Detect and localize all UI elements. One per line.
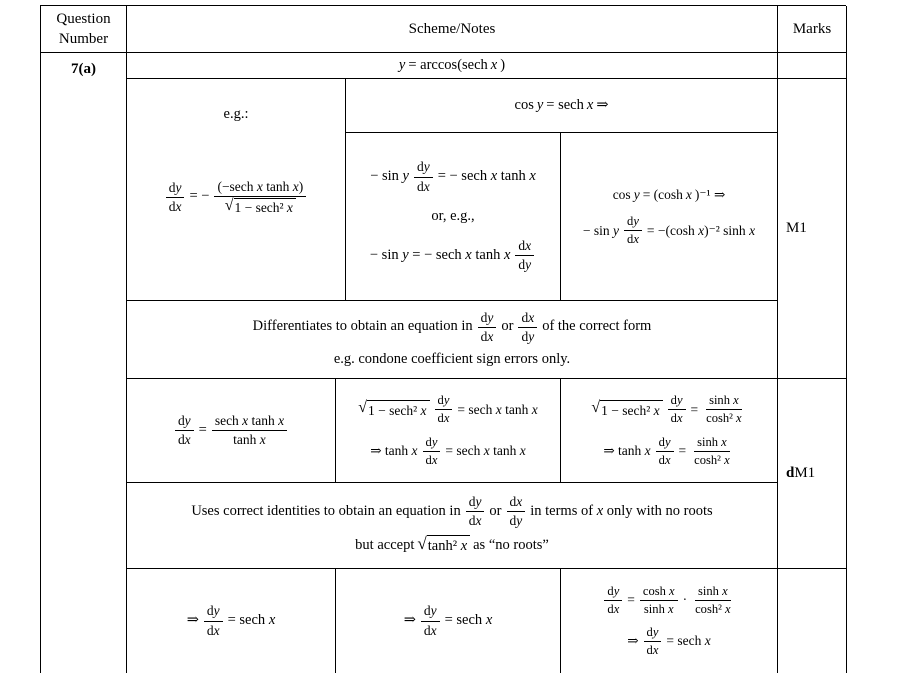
fraction-denominator: cosh² x bbox=[706, 411, 742, 426]
fraction-dx-dy bbox=[507, 494, 526, 529]
fraction-numerator: dy bbox=[166, 180, 185, 198]
fraction-sinh-over-cosh2 bbox=[692, 584, 733, 617]
equals-sech-x: = sech x bbox=[227, 612, 276, 629]
fraction-numerator: dy bbox=[668, 393, 686, 410]
m1-topright-cell bbox=[346, 79, 778, 133]
dm1-middle-line2 bbox=[370, 435, 526, 468]
dm1-middle-line1 bbox=[358, 393, 538, 426]
fraction-denominator: dy bbox=[521, 328, 535, 344]
note-text-post: in terms of x only with no roots bbox=[530, 502, 713, 519]
fraction-dy-dx bbox=[414, 159, 433, 194]
fraction-numerator: dx bbox=[507, 494, 526, 512]
equals-sign: = bbox=[627, 592, 635, 608]
equation-arccos-sech: y = arccos(sech x ) bbox=[398, 56, 506, 73]
question-number-cell bbox=[41, 53, 127, 673]
dm1-right-cell bbox=[561, 379, 778, 483]
final-left-result bbox=[187, 603, 276, 638]
rhs-cosh-sinh: = −(cosh x)⁻² sinh x bbox=[646, 222, 756, 238]
final-left-cell bbox=[127, 569, 336, 673]
fraction-denominator: dx bbox=[416, 178, 430, 194]
final-right-work bbox=[602, 584, 735, 658]
fraction-denominator: dx bbox=[480, 328, 494, 344]
radicand: 1 − sech² x bbox=[367, 400, 430, 420]
fraction-denominator: dx bbox=[168, 198, 182, 214]
fraction-numerator: dy bbox=[644, 625, 662, 642]
m1-right-line2 bbox=[583, 214, 755, 247]
m1-note-line2: e.g. condone coefficient sign errors only. bbox=[333, 350, 571, 367]
dm1-right-work bbox=[591, 393, 746, 467]
fraction-dy-dx bbox=[175, 413, 194, 448]
fraction-denominator: tanh x bbox=[233, 432, 266, 447]
final-right-cell bbox=[561, 569, 778, 673]
radicand: 1 − sech² x bbox=[234, 198, 296, 216]
marks-final-empty-cell bbox=[778, 569, 847, 673]
dm1-note bbox=[191, 494, 712, 557]
fraction-denominator: dy bbox=[518, 257, 532, 273]
m1-right-work bbox=[583, 186, 755, 247]
mark-m1-label: M1 bbox=[786, 220, 807, 237]
mark-dm1-label: dM1 bbox=[786, 465, 816, 482]
equation-row-cell bbox=[127, 53, 778, 79]
header-cell-scheme-notes bbox=[127, 6, 778, 53]
fraction-denominator: dx bbox=[646, 643, 659, 658]
fraction-dy-dx bbox=[423, 435, 441, 468]
dm1-left-formula bbox=[173, 413, 289, 448]
header-cell-question-number bbox=[41, 6, 127, 53]
square-root bbox=[591, 400, 662, 420]
final-right-line2 bbox=[627, 625, 711, 658]
or-text: or bbox=[489, 502, 502, 519]
final-right-line1 bbox=[602, 584, 735, 617]
equals-minus-sign: = − bbox=[189, 188, 210, 205]
radical-sign: √ bbox=[591, 398, 601, 416]
m1-note bbox=[253, 310, 652, 370]
square-root bbox=[417, 535, 470, 557]
fraction-dy-dx bbox=[644, 625, 662, 658]
fraction-numerator: dy bbox=[624, 214, 642, 231]
fraction-dy-dx bbox=[478, 310, 497, 345]
fraction-dx-dy bbox=[518, 310, 537, 345]
fraction-numerator: dy bbox=[466, 494, 485, 512]
or-text: or bbox=[501, 318, 514, 335]
dm1-note-cell bbox=[127, 483, 778, 569]
fraction-denominator: dx bbox=[423, 622, 437, 638]
equals-sech-x: = sech x bbox=[666, 633, 711, 649]
fraction-denominator: dx bbox=[206, 622, 220, 638]
fraction-dy-dx bbox=[604, 584, 622, 617]
fraction-sech-tanh-over-tanh bbox=[212, 413, 287, 448]
implies-arrow: ⇒ bbox=[627, 633, 639, 649]
question-number-label: 7(a) bbox=[71, 61, 96, 77]
m1-right-line1: cos y = (cosh x )⁻¹ ⇒ bbox=[612, 186, 726, 202]
final-middle-cell bbox=[336, 569, 561, 673]
fraction-dy-dx bbox=[624, 214, 642, 247]
cos-y-equals-sech-x: cos y = sech x ⇒ bbox=[514, 96, 609, 113]
fraction-dy-dx bbox=[166, 180, 185, 215]
rhs-sech-tanh: = sech x tanh x bbox=[445, 442, 526, 458]
fraction-dy-dx bbox=[656, 435, 674, 468]
fraction-denominator: cosh² x bbox=[694, 452, 730, 467]
m1-middle-line1 bbox=[370, 159, 536, 194]
fraction-denominator: dx bbox=[468, 513, 482, 529]
fraction-denominator: dy bbox=[509, 513, 523, 529]
fraction-numerator: dx bbox=[515, 238, 534, 256]
fraction-numerator: dy bbox=[435, 393, 453, 410]
fraction-denominator: dx bbox=[425, 452, 438, 467]
fraction-denominator: dx bbox=[627, 232, 639, 247]
header-marks-label: Marks bbox=[792, 20, 832, 37]
multiplication-dot: · bbox=[682, 592, 688, 608]
fraction-numerator: dy bbox=[423, 435, 441, 452]
dm1-note-line2 bbox=[355, 535, 549, 557]
marks-m1-cell bbox=[778, 79, 847, 379]
lhs-minus-sin-y: − sin y = − sech x tanh x bbox=[369, 247, 511, 264]
m1-note-line1 bbox=[253, 310, 652, 345]
implies-arrow: ⇒ bbox=[403, 612, 416, 629]
m1-middle-line3 bbox=[370, 238, 536, 273]
fraction-numerator: dy bbox=[175, 413, 194, 431]
implies-tanh-x: ⇒ tanh x bbox=[603, 442, 651, 458]
fraction-numerator: dy bbox=[604, 584, 622, 601]
fraction-numerator: sinh x bbox=[694, 435, 730, 452]
square-root bbox=[225, 198, 296, 216]
m1-left-cell bbox=[127, 79, 346, 301]
fraction-dy-dx bbox=[435, 393, 453, 426]
fraction-numerator: dx bbox=[518, 310, 537, 328]
radical-sign: √ bbox=[417, 534, 427, 554]
fraction-numerator: dy bbox=[478, 310, 497, 328]
fraction-numerator: dy bbox=[421, 603, 440, 621]
equals-sign: = bbox=[690, 401, 699, 417]
header-question-number-label: Question Number bbox=[56, 10, 111, 47]
no-roots-text: as “no roots” bbox=[473, 537, 549, 554]
m1-right-cell bbox=[561, 133, 778, 301]
fraction-numerator: dy bbox=[656, 435, 674, 452]
fraction-denominator: dx bbox=[670, 411, 683, 426]
fraction-denominator: cosh² x bbox=[695, 601, 731, 616]
note-text-post: of the correct form bbox=[542, 318, 652, 335]
fraction-denominator: sinh x bbox=[643, 601, 674, 616]
fraction-denominator: dx bbox=[658, 452, 671, 467]
dm1-middle-work bbox=[358, 393, 538, 467]
note-text-pre: Differentiates to obtain an equation in bbox=[252, 318, 473, 335]
fraction-sech-over-sqrt bbox=[214, 179, 306, 216]
m1-note-cell bbox=[127, 301, 778, 379]
rhs-sech-tanh: = − sech x tanh x bbox=[437, 168, 536, 185]
equals-sign: = bbox=[678, 442, 687, 458]
fraction-dy-dx bbox=[204, 603, 223, 638]
equals-sign: = bbox=[198, 421, 207, 438]
fraction-sinh-over-cosh2 bbox=[691, 435, 732, 468]
radicand: tanh² x bbox=[427, 535, 470, 557]
square-root bbox=[358, 400, 429, 420]
fraction-sinh-over-cosh2 bbox=[703, 393, 744, 426]
m1-left-derivative-formula bbox=[164, 179, 309, 216]
fraction-denominator bbox=[222, 197, 299, 216]
header-scheme-notes-label: Scheme/Notes bbox=[408, 20, 496, 37]
dm1-right-line1 bbox=[591, 393, 746, 426]
m1-middle-or-label: or, e.g., bbox=[431, 207, 475, 224]
fraction-numerator: sinh x bbox=[706, 393, 742, 410]
final-middle-result bbox=[404, 603, 493, 638]
radical-sign: √ bbox=[358, 398, 367, 416]
fraction-dy-dx bbox=[466, 494, 485, 529]
eg-label: e.g.: bbox=[223, 106, 249, 122]
fraction-numerator: cosh x bbox=[640, 584, 678, 601]
m1-middle-cell bbox=[346, 133, 561, 301]
note-text-pre: Uses correct identities to obtain an equation in bbox=[191, 502, 461, 519]
mark-scheme-table bbox=[40, 5, 846, 673]
dm1-right-line2 bbox=[603, 435, 734, 468]
marks-empty-row-cell bbox=[778, 53, 847, 79]
fraction-denominator: dx bbox=[607, 601, 620, 616]
fraction-numerator: (−sech x tanh x) bbox=[214, 179, 306, 197]
fraction-denominator: dx bbox=[177, 432, 191, 447]
radicand: 1 − sech² x bbox=[600, 400, 663, 420]
fraction-denominator: dx bbox=[437, 411, 450, 426]
implies-tanh-x: ⇒ tanh x bbox=[370, 442, 418, 458]
but-accept-text: but accept bbox=[355, 537, 415, 554]
fraction-numerator: sinh x bbox=[695, 584, 731, 601]
minus-sin-y: − sin y bbox=[370, 168, 409, 185]
fraction-numerator: sech x tanh x bbox=[212, 413, 287, 431]
marks-dm1-cell bbox=[778, 379, 847, 569]
equals-sech-x: = sech x bbox=[444, 612, 493, 629]
radical-sign: √ bbox=[224, 196, 234, 214]
m1-middle-work bbox=[370, 159, 536, 273]
rhs-sech-tanh: = sech x tanh x bbox=[457, 401, 538, 417]
dm1-left-cell bbox=[127, 379, 336, 483]
fraction-numerator: dy bbox=[204, 603, 223, 621]
fraction-dx-dy bbox=[515, 238, 534, 273]
dm1-middle-cell bbox=[336, 379, 561, 483]
dm1-note-line1 bbox=[191, 494, 712, 529]
fraction-numerator: dy bbox=[414, 159, 433, 177]
minus-sin-y: − sin y bbox=[582, 222, 620, 238]
header-cell-marks bbox=[778, 6, 847, 53]
implies-arrow: ⇒ bbox=[186, 612, 199, 629]
fraction-cosh-over-sinh bbox=[640, 584, 678, 617]
fraction-dy-dx bbox=[668, 393, 686, 426]
fraction-dy-dx bbox=[421, 603, 440, 638]
